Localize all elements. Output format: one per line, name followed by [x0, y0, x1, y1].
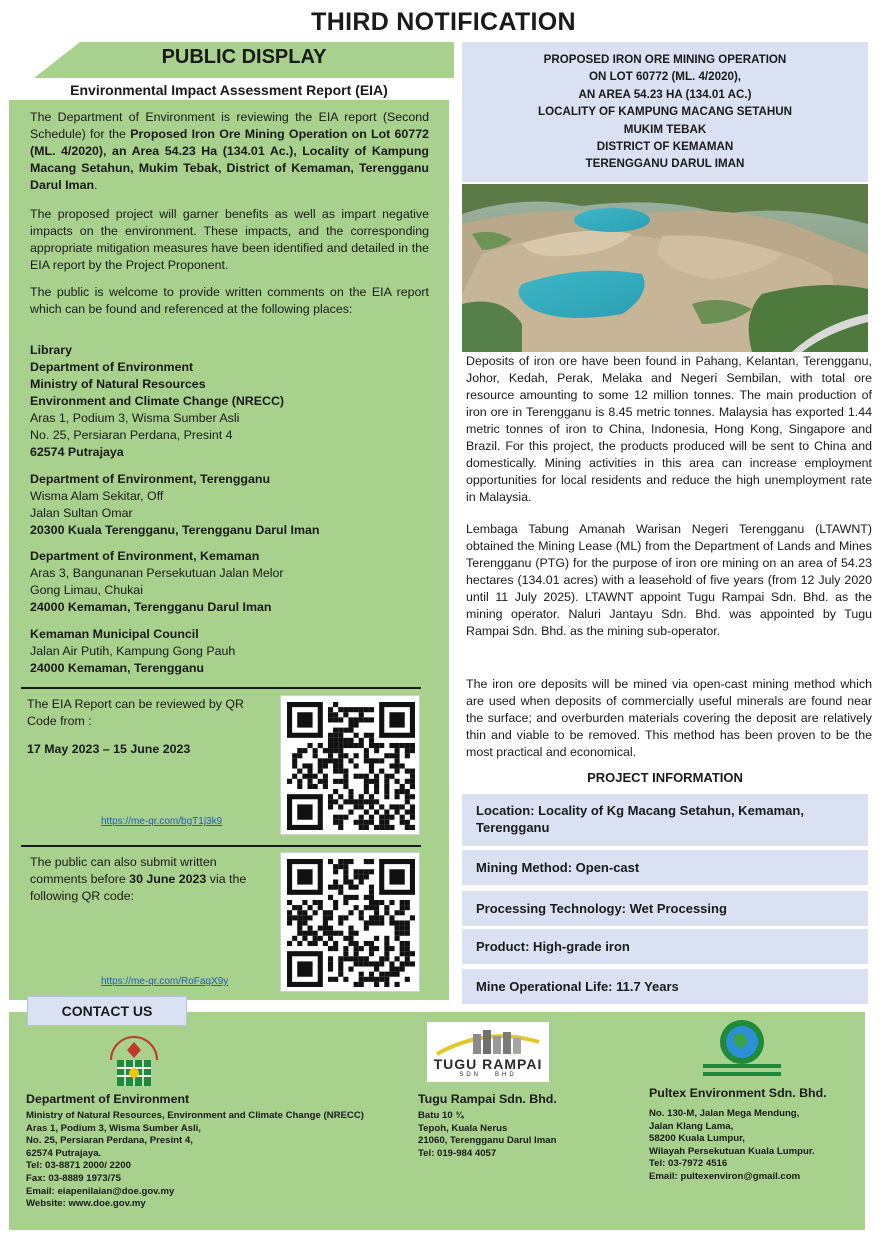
- contact-line: Batu 10 ¾: [418, 1110, 464, 1121]
- info-operational-life: Mine Operational Life: 11.7 Years: [462, 969, 868, 1004]
- place-line: Department of Environment, Terengganu: [30, 472, 271, 486]
- right-paragraph-3: The iron ore deposits will be mined via open-cast mining method which are used when deposits of commercially useful minerals are found near the surface; and overburden materials covering the deposit are relatively thin and viable to be removed. This method has been proven to be the most practical and economical.: [466, 677, 872, 759]
- contact-line: Fax: 03-8889 1973/75: [26, 1172, 121, 1184]
- contact-line: No. 25, Persiaran Perdana, Presint 4,: [26, 1135, 193, 1147]
- eia-heading: Environmental Impact Assessment Report (EIA): [70, 82, 388, 98]
- place-line: Jalan Sultan Omar: [30, 506, 133, 520]
- place-line: Department of Environment: [30, 360, 194, 374]
- doe-website[interactable]: Website: www.doe.gov.my: [26, 1198, 146, 1210]
- place-doe-kemaman: [30, 548, 430, 616]
- contact-line: 58200 Kuala Lumpur,: [649, 1133, 745, 1145]
- project-title-line: TERENGGANU DARUL IMAN: [585, 157, 745, 171]
- intro-paragraph-3: The public is welcome to provide written comments on the EIA report which can be found and referenced at the following places:: [30, 285, 429, 316]
- right-paragraph-2: Lembaga Tabung Amanah Warisan Negeri Terengganu (LTAWNT) obtained the Mining Lease (ML) from the Department of Lands and Mines Terengganu (PTG) for the purpose of iron ore mining on an area of 54.23 hectares (134.01 acres) with a leasehold of five years (from 12 July 2020 until 11 July 2025). LTAWNT appoint Tugu Rampai Sdn. Bhd. as the mining operator. Naluri Jantayu Sdn. Bhd. was appointed by Tugu Rampai Sdn. Bhd. as the mining sub-operator.: [466, 522, 872, 638]
- project-title-line: ON LOT 60772 (ML. 4/2020),: [588, 70, 742, 84]
- place-line: 24000 Kemaman, Terengganu: [30, 661, 204, 675]
- pultex-email[interactable]: Email: pultexenviron@gmail.com: [649, 1170, 801, 1182]
- banner-label: PUBLIC DISPLAY: [161, 46, 327, 68]
- project-title-line: PROPOSED IRON ORE MINING OPERATION: [543, 53, 787, 66]
- place-line: Department of Environment, Kemaman: [30, 549, 260, 563]
- place-line: 62574 Putrajaya: [30, 445, 124, 459]
- contact-line: Tel: 03-8871 2000/ 2200: [26, 1160, 131, 1172]
- left-info-panel: [9, 100, 449, 1000]
- tugu-name: Tugu Rampai Sdn. Bhd.: [418, 1092, 557, 1106]
- aerial-mine-photo: [462, 184, 868, 352]
- doe-name: Department of Environment: [26, 1092, 190, 1106]
- contact-us-tab: CONTACT US: [27, 996, 187, 1026]
- info-mining-method: Mining Method: Open-cast: [462, 850, 868, 885]
- info-processing-technology: Processing Technology: Wet Processing: [462, 891, 868, 926]
- doe-email[interactable]: Email: eiapenilaian@doe.gov.my: [26, 1185, 175, 1197]
- contact-line: Tel: 019-984 4057: [418, 1147, 497, 1159]
- intro-paragraph-1: The Department of Environment is reviewing the EIA report (Second Schedule) for the Proposed Iron Ore Mining Operation on Lot 60772 (ML. 4/2020), an Area 54.23 Ha (134.01 Ac.), Locality of Kampung Macang Setahun, Mukim Tebak, District of Kemaman, Terengganu Darul Iman.: [30, 110, 430, 192]
- tugu-logo-sub: SDN BHD: [459, 1072, 517, 1078]
- place-line: Jalan Air Putih, Kampung Gong Pauh: [30, 644, 236, 658]
- qr-code-submit-comments[interactable]: [280, 852, 420, 992]
- place-line: No. 25, Persiaran Perdana, Presint 4: [30, 428, 233, 442]
- project-title-line: AN AREA 54.23 HA (134.01 AC.): [578, 87, 752, 101]
- doe-logo: [105, 1034, 163, 1090]
- public-display-banner: [34, 42, 454, 78]
- place-line: Ministry of Natural Resources: [30, 377, 206, 391]
- place-line: 20300 Kuala Terengganu, Terengganu Darul Iman: [30, 523, 320, 537]
- project-title-box: [462, 42, 868, 182]
- section-divider: [21, 845, 421, 847]
- contact-line: 21060, Terengganu Darul Iman: [418, 1135, 557, 1147]
- place-municipal-council: [30, 626, 430, 677]
- contact-line: Jalan Klang Lama,: [649, 1120, 734, 1132]
- tugu-contact-details: [418, 1110, 618, 1160]
- contact-line: Tepoh, Kuala Nerus: [418, 1122, 508, 1134]
- place-line: Environment and Climate Change (NRECC): [30, 394, 285, 408]
- pultex-logo: [699, 1016, 785, 1078]
- place-line: 24000 Kemaman, Terengganu Darul Iman: [30, 600, 272, 614]
- doe-contact-details: [26, 1110, 426, 1211]
- contact-line: Ministry of Natural Resources, Environment and Climate Change (NRECC): [26, 1110, 364, 1121]
- place-line: Aras 1, Podium 3, Wisma Sumber Asli: [30, 411, 240, 425]
- pultex-contact-details: [649, 1108, 859, 1184]
- project-info-heading: PROJECT INFORMATION: [587, 770, 743, 785]
- tugu-rampai-logo: [427, 1022, 549, 1082]
- right-paragraph-1: Deposits of iron ore have been found in Pahang, Kelantan, Terengganu, Johor, Kedah, Perak, Melaka and Negeri Sembilan, with total ore resource amounting to some 12 million tonnes. The main production of iron ore in Terengganu is 8.45 metric tonnes. Malaysia has exported 1.44 metric tonnes of iron to China, Indonesia, Hong Kong, Singapore and Brazil. For this project, the products produced will be sent to China and domestically. Mining activities in this area can increase employment opportunities for local residents and reduce the high unemployment rate in Malaysia.: [466, 354, 872, 504]
- place-doe-terengganu: [30, 471, 430, 539]
- place-line: Wisma Alam Sekitar, Off: [30, 489, 164, 503]
- section-divider: [21, 687, 421, 689]
- contact-line: Tel: 03-7972 4516: [649, 1158, 728, 1170]
- place-line: Kemaman Municipal Council: [30, 627, 199, 641]
- contact-line: 62574 Putrajaya.: [26, 1147, 102, 1159]
- project-title-line: MUKIM TEBAK: [623, 122, 707, 136]
- info-product: Product: High-grade iron: [462, 929, 868, 964]
- project-title-line: DISTRICT OF KEMAMAN: [596, 140, 734, 154]
- qr-pattern: [287, 702, 415, 830]
- contact-panel: [9, 1012, 865, 1230]
- project-title-line: LOCALITY OF KAMPUNG MACANG SETAHUN: [538, 105, 792, 119]
- qr1-link[interactable]: https://me-qr.com/bgT1j3k9: [101, 816, 223, 827]
- qr2-link[interactable]: https://me-qr.com/RoFagX9y: [101, 976, 229, 987]
- qr1-dates: 17 May 2023 – 15 June 2023: [27, 742, 191, 756]
- qr1-description: The EIA Report can be reviewed by QR Code from :: [27, 697, 244, 728]
- place-doe-library: [30, 342, 430, 461]
- page-title: THIRD NOTIFICATION: [311, 8, 576, 36]
- contact-line: No. 130-M, Jalan Mega Mendung,: [649, 1108, 800, 1119]
- info-location: Location: Locality of Kg Macang Setahun, Kemaman, Terengganu: [462, 794, 868, 846]
- contact-line: Aras 1, Podium 3, Wisma Sumber Asli,: [26, 1122, 201, 1134]
- qr-code-eia-report[interactable]: [280, 695, 420, 835]
- mine-landscape-image: [462, 184, 868, 352]
- pultex-name: Pultex Environment Sdn. Bhd.: [649, 1086, 827, 1100]
- place-line: Gong Limau, Chukai: [30, 583, 143, 597]
- place-line: Aras 3, Bangunanan Persekutuan Jalan Melor: [30, 566, 284, 580]
- qr2-description: The public can also submit written comments before 30 June 2023 via the following QR code:: [30, 855, 247, 903]
- contact-line: Wilayah Persekutuan Kuala Lumpur.: [649, 1145, 815, 1157]
- place-line: Library: [30, 343, 73, 357]
- intro-paragraph-2: The proposed project will garner benefits as well as impart negative impacts on the environment. These impacts, and the corresponding appropriate mitigation measures have been identified and detailed in the EIA report by the Project Proponent.: [30, 207, 429, 272]
- qr-pattern: [287, 859, 415, 987]
- tugu-logo-wordmark: TUGU RAMPAI: [433, 1056, 543, 1072]
